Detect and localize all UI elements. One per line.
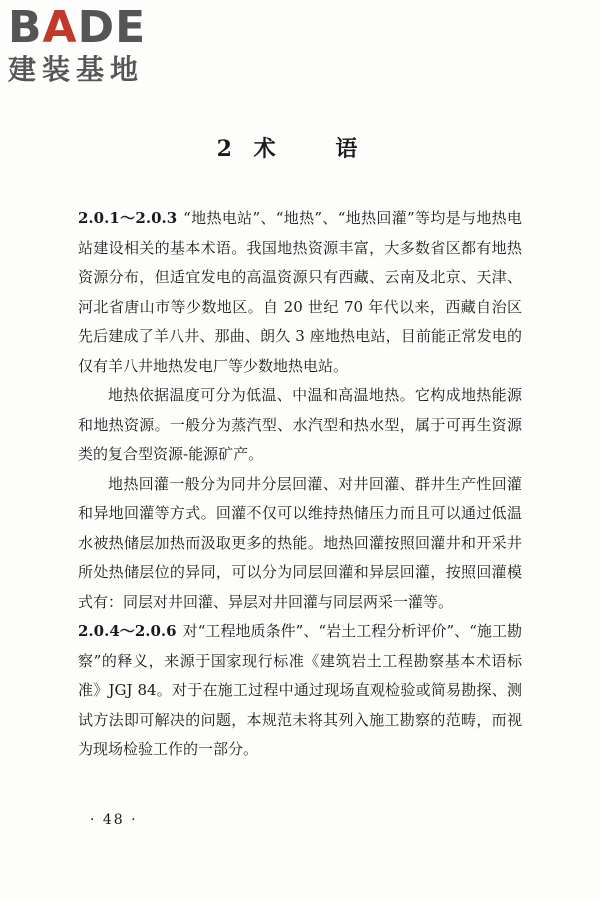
paragraph-text: 对“工程地质条件”、“岩土工程分析评价”、“施工勘察”的释义，来源于国家现行标准《建筑岩土工程勘察基本术语标准》JGJ 84。对于在施工过程中通过现场直观检验或简易勘探、测试方法即可解决的问题，本规范未将其列入施工勘察的范畴，而视为现场检验工作的一部分。 bbox=[78, 622, 522, 758]
clause-number: 2.0.4～2.0.6 bbox=[78, 622, 177, 640]
chapter-title bbox=[0, 132, 600, 163]
section-2-0-1-paragraph-1 bbox=[78, 204, 522, 381]
publisher-logo bbox=[8, 2, 188, 90]
clause-number: 2.0.1～2.0.3 bbox=[78, 209, 178, 227]
logo-subtitle: 建装基地 bbox=[8, 53, 145, 86]
section-2-0-1-paragraph-2: 地热依据温度可分为低温、中温和高温地热。它构成地热能源和地热资源。一般分为蒸汽型、水汽型和热水型，属于可再生资源类的复合型资源-能源矿产。 bbox=[78, 386, 522, 463]
section-2-0-1-paragraph-3: 地热回灌一般分为同井分层回灌、对井回灌、群井生产性回灌和异地回灌等方式。回灌不仅可以维持热储压力而且可以通过低温水被热储层加热而汲取更多的热能。地热回灌按照回灌井和开采井所处热储层位的异同，可以分为同层回灌和异层回灌，按照回灌模式有：同层对井回灌、异层对井回灌与同层两采一灌等。 bbox=[78, 474, 522, 611]
chapter-number: 2 bbox=[216, 136, 234, 162]
logo-mark: BADE bbox=[8, 2, 147, 53]
section-2-0-4-paragraph-1 bbox=[78, 617, 522, 765]
paragraph-text: “地热电站”、“地热”、“地热回灌”等均是与地热电站建设相关的基本术语。我国地热资源丰富，大多数省区都有地热资源分布，但适宜发电的高温资源只有西藏、云南及北京、天津、河北省唐山市等少数地区。自 20 世纪 70 年代以来，西藏自治区先后建成了羊八井、那曲、朗久 3 座地热电站，目前能正常发电的仅有羊八井地热发电厂等少数地热电站。 bbox=[78, 209, 523, 375]
body-text bbox=[78, 204, 522, 765]
chapter-heading: 术 语 bbox=[253, 136, 384, 162]
logo-accent-a: A bbox=[42, 2, 78, 53]
page-number: · 48 · bbox=[90, 812, 138, 828]
